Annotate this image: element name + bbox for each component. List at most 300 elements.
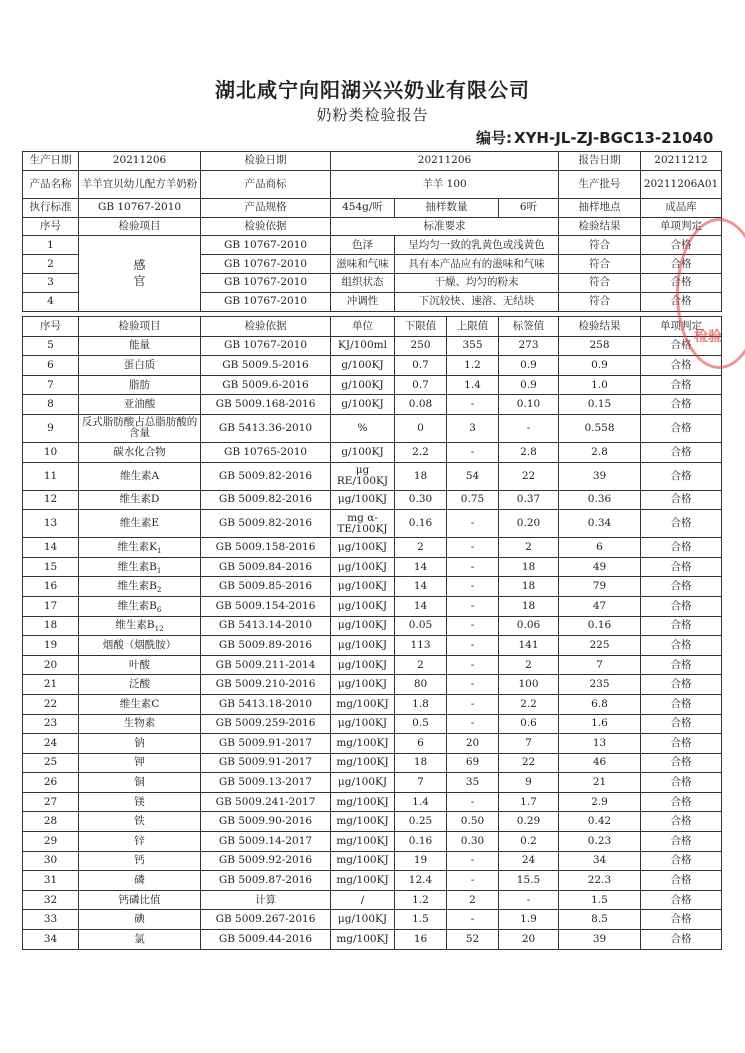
test-item-subscript: 1 xyxy=(156,566,162,575)
verdict: 合格 xyxy=(641,236,722,255)
label-value: 24 xyxy=(499,851,559,871)
verdict: 合格 xyxy=(641,616,722,636)
table-row xyxy=(23,395,722,415)
sensory-item: 组织状态 xyxy=(331,273,395,292)
label-value: 1.9 xyxy=(499,910,559,930)
unit: mg/100KJ xyxy=(331,930,395,950)
report-date: 20211212 xyxy=(641,152,722,171)
table-row xyxy=(23,577,722,597)
row-no: 3 xyxy=(23,273,79,292)
label-value: 0.37 xyxy=(499,490,559,510)
label-value: 0.29 xyxy=(499,812,559,832)
unit: g/100KJ xyxy=(331,375,395,395)
lower-limit: 18 xyxy=(395,753,447,773)
result: 0.9 xyxy=(559,356,641,376)
basis: GB 5009.91-2017 xyxy=(201,734,331,754)
lower-limit: 0.5 xyxy=(395,714,447,734)
upper-limit: - xyxy=(447,557,499,577)
unit: μg/100KJ xyxy=(331,636,395,656)
test-item-text: 维生素K xyxy=(117,540,157,553)
label-value: - xyxy=(499,414,559,442)
result: 0.16 xyxy=(559,616,641,636)
result: 0.36 xyxy=(559,490,641,510)
label-value: 0.06 xyxy=(499,616,559,636)
test-item: 钙磷比值 xyxy=(79,890,201,910)
table-row xyxy=(23,336,722,356)
company-name: 湖北咸宁向阳湖兴兴奶业有限公司 xyxy=(215,78,530,102)
unit: mg/100KJ xyxy=(331,812,395,832)
row-no: 7 xyxy=(23,375,79,395)
table-row xyxy=(23,538,722,558)
test-item-text: 维生素B xyxy=(117,560,157,573)
lower-limit: 7 xyxy=(395,773,447,793)
row-no: 2 xyxy=(23,255,79,274)
row-no: 34 xyxy=(23,930,79,950)
verdict: 合格 xyxy=(641,812,722,832)
result: 2.8 xyxy=(559,442,641,462)
row-no: 27 xyxy=(23,792,79,812)
header-cell: 单位 xyxy=(331,317,395,337)
result: 0.558 xyxy=(559,414,641,442)
basis: GB 5009.91-2017 xyxy=(201,753,331,773)
sensory-item: 色泽 xyxy=(331,236,395,255)
upper-limit: - xyxy=(447,510,499,538)
unit: % xyxy=(331,414,395,442)
unit: μg/100KJ xyxy=(331,596,395,616)
row-no: 15 xyxy=(23,557,79,577)
table-row xyxy=(23,773,722,793)
unit: mg/100KJ xyxy=(331,694,395,714)
result: 符合 xyxy=(559,292,641,311)
header-cell: 单项判定 xyxy=(641,317,722,337)
label-value: 22 xyxy=(499,753,559,773)
sensory-item: 滋味和气味 xyxy=(331,255,395,274)
row-no: 20 xyxy=(23,655,79,675)
label-value: 0.6 xyxy=(499,714,559,734)
basis: GB 5009.89-2016 xyxy=(201,636,331,656)
verdict: 合格 xyxy=(641,442,722,462)
upper-limit: - xyxy=(447,792,499,812)
unit: μg/100KJ xyxy=(331,655,395,675)
info-sensory-table xyxy=(22,151,722,312)
basis: GB 5009.241-2017 xyxy=(201,792,331,812)
row-no: 16 xyxy=(23,577,79,597)
inspection-date-label: 检验日期 xyxy=(201,152,331,171)
verdict: 合格 xyxy=(641,596,722,616)
header-cell: 上限值 xyxy=(447,317,499,337)
upper-limit: 0.30 xyxy=(447,832,499,852)
header-cell: 检验项目 xyxy=(79,317,201,337)
row-no: 6 xyxy=(23,356,79,376)
result: 7 xyxy=(559,655,641,675)
basis: GB 5009.87-2016 xyxy=(201,871,331,891)
header-cell: 检验项目 xyxy=(79,217,201,236)
label-value: 2.8 xyxy=(499,442,559,462)
test-item: 钙 xyxy=(79,851,201,871)
table-row xyxy=(23,636,722,656)
basis: 计算 xyxy=(201,890,331,910)
row-no: 4 xyxy=(23,292,79,311)
tests-table xyxy=(22,316,722,950)
upper-limit: - xyxy=(447,395,499,415)
verdict: 合格 xyxy=(641,734,722,754)
verdict: 合格 xyxy=(641,292,722,311)
upper-limit: 69 xyxy=(447,753,499,773)
basis: GB 5009.259-2016 xyxy=(201,714,331,734)
table-row xyxy=(23,490,722,510)
upper-limit: - xyxy=(447,655,499,675)
row-no: 18 xyxy=(23,616,79,636)
product-name: 羊羊宜贝幼儿配方羊奶粉 xyxy=(79,170,201,198)
table-row xyxy=(23,375,722,395)
header-cell: 序号 xyxy=(23,217,79,236)
upper-limit: 2 xyxy=(447,890,499,910)
result: 符合 xyxy=(559,236,641,255)
test-item: 脂肪 xyxy=(79,375,201,395)
row-no: 23 xyxy=(23,714,79,734)
unit: μg/100KJ xyxy=(331,910,395,930)
label-value: 7 xyxy=(499,734,559,754)
verdict: 合格 xyxy=(641,890,722,910)
result: 2.9 xyxy=(559,792,641,812)
result: 258 xyxy=(559,336,641,356)
basis: GB 10767-2010 xyxy=(201,273,331,292)
test-item: 磷 xyxy=(79,871,201,891)
result: 49 xyxy=(559,557,641,577)
unit: μg/100KJ xyxy=(331,557,395,577)
verdict: 合格 xyxy=(641,255,722,274)
lower-limit: 0.7 xyxy=(395,356,447,376)
test-item xyxy=(79,538,201,558)
table-row xyxy=(23,851,722,871)
upper-limit: 20 xyxy=(447,734,499,754)
basis: GB 5009.14-2017 xyxy=(201,832,331,852)
basis: GB 5009.267-2016 xyxy=(201,910,331,930)
test-item xyxy=(79,596,201,616)
row-no: 11 xyxy=(23,462,79,490)
test-item: 烟酸（烟酰胺） xyxy=(79,636,201,656)
basis: GB 5009.211-2014 xyxy=(201,655,331,675)
unit: g/100KJ xyxy=(331,356,395,376)
unit: μg/100KJ xyxy=(331,577,395,597)
upper-limit: - xyxy=(447,675,499,695)
table-row xyxy=(23,753,722,773)
lower-limit: 1.4 xyxy=(395,792,447,812)
table-row xyxy=(23,890,722,910)
result: 13 xyxy=(559,734,641,754)
test-item: 铁 xyxy=(79,812,201,832)
upper-limit: - xyxy=(447,616,499,636)
lower-limit: 0 xyxy=(395,414,447,442)
row-no: 14 xyxy=(23,538,79,558)
upper-limit: - xyxy=(447,871,499,891)
unit: mg/100KJ xyxy=(331,734,395,754)
verdict: 合格 xyxy=(641,538,722,558)
basis: GB 5413.18-2010 xyxy=(201,694,331,714)
result: 79 xyxy=(559,577,641,597)
header-cell: 下限值 xyxy=(395,317,447,337)
sample-qty-label: 抽样数量 xyxy=(395,198,499,217)
label-value: 0.10 xyxy=(499,395,559,415)
unit: KJ/100ml xyxy=(331,336,395,356)
label-value: 9 xyxy=(499,773,559,793)
info-row-standard xyxy=(23,198,722,217)
verdict: 合格 xyxy=(641,356,722,376)
label-value: 18 xyxy=(499,596,559,616)
report-subtitle: 奶粉类检验报告 xyxy=(316,106,429,124)
result: 符合 xyxy=(559,273,641,292)
table-row xyxy=(23,616,722,636)
table-row xyxy=(23,510,722,538)
basis: GB 5009.84-2016 xyxy=(201,557,331,577)
unit: μg/100KJ xyxy=(331,538,395,558)
report-date-label: 报告日期 xyxy=(559,152,641,171)
verdict: 合格 xyxy=(641,577,722,597)
row-no: 32 xyxy=(23,890,79,910)
unit: mg/100KJ xyxy=(331,871,395,891)
unit: g/100KJ xyxy=(331,395,395,415)
test-item: 钠 xyxy=(79,734,201,754)
basis: GB 5009.210-2016 xyxy=(201,675,331,695)
label-value: 2 xyxy=(499,655,559,675)
label-value: 22 xyxy=(499,462,559,490)
header-cell: 序号 xyxy=(23,317,79,337)
unit: μg/100KJ xyxy=(331,490,395,510)
row-no: 13 xyxy=(23,510,79,538)
verdict: 合格 xyxy=(641,414,722,442)
lower-limit: 12.4 xyxy=(395,871,447,891)
label-value: 2 xyxy=(499,538,559,558)
verdict: 合格 xyxy=(641,636,722,656)
verdict: 合格 xyxy=(641,910,722,930)
row-no: 19 xyxy=(23,636,79,656)
basis: GB 10765-2010 xyxy=(201,442,331,462)
result: 1.0 xyxy=(559,375,641,395)
label-value: 0.9 xyxy=(499,375,559,395)
result: 21 xyxy=(559,773,641,793)
result: 22.3 xyxy=(559,871,641,891)
unit: μg/100KJ xyxy=(331,616,395,636)
unit: mg/100KJ xyxy=(331,832,395,852)
test-item: 维生素D xyxy=(79,490,201,510)
row-no: 8 xyxy=(23,395,79,415)
lower-limit: 2 xyxy=(395,538,447,558)
upper-limit: - xyxy=(447,577,499,597)
row-no: 9 xyxy=(23,414,79,442)
upper-limit: 3 xyxy=(447,414,499,442)
table-row xyxy=(23,871,722,891)
sensory-row xyxy=(23,236,722,255)
verdict: 合格 xyxy=(641,462,722,490)
tests-header-row xyxy=(23,317,722,337)
test-item: 锌 xyxy=(79,832,201,852)
standard: GB 10767-2010 xyxy=(79,198,201,217)
upper-limit: 1.4 xyxy=(447,375,499,395)
verdict: 合格 xyxy=(641,490,722,510)
table-row xyxy=(23,930,722,950)
test-item: 碘 xyxy=(79,910,201,930)
basis: GB 10767-2010 xyxy=(201,292,331,311)
lower-limit: 2 xyxy=(395,655,447,675)
test-item: 维生素A xyxy=(79,462,201,490)
result: 34 xyxy=(559,851,641,871)
lower-limit: 1.8 xyxy=(395,694,447,714)
verdict: 合格 xyxy=(641,832,722,852)
basis: GB 5009.82-2016 xyxy=(201,462,331,490)
verdict: 合格 xyxy=(641,930,722,950)
test-item-text: 维生素B xyxy=(117,580,157,593)
result: 39 xyxy=(559,462,641,490)
label-value: - xyxy=(499,890,559,910)
table-row xyxy=(23,910,722,930)
verdict: 合格 xyxy=(641,510,722,538)
result: 0.23 xyxy=(559,832,641,852)
report-number xyxy=(476,127,713,148)
table-row xyxy=(23,675,722,695)
lower-limit: 113 xyxy=(395,636,447,656)
label-value: 273 xyxy=(499,336,559,356)
table-row xyxy=(23,812,722,832)
test-item-subscript: 1 xyxy=(156,547,162,556)
label-value: 0.20 xyxy=(499,510,559,538)
verdict: 合格 xyxy=(641,273,722,292)
basis: GB 5009.158-2016 xyxy=(201,538,331,558)
lower-limit: 1.5 xyxy=(395,910,447,930)
verdict: 合格 xyxy=(641,753,722,773)
result: 47 xyxy=(559,596,641,616)
verdict: 合格 xyxy=(641,851,722,871)
upper-limit: - xyxy=(447,636,499,656)
label-value: 18 xyxy=(499,557,559,577)
table-row xyxy=(23,734,722,754)
lower-limit: 0.25 xyxy=(395,812,447,832)
unit: g/100KJ xyxy=(331,442,395,462)
basis: GB 5009.90-2016 xyxy=(201,812,331,832)
verdict: 合格 xyxy=(641,871,722,891)
test-item: 维生素E xyxy=(79,510,201,538)
basis: GB 5009.5-2016 xyxy=(201,356,331,376)
test-item xyxy=(79,577,201,597)
test-item-subscript: 2 xyxy=(156,586,162,595)
row-no: 25 xyxy=(23,753,79,773)
brand-label: 产品商标 xyxy=(201,170,331,198)
header-cell: 标签值 xyxy=(499,317,559,337)
result: 235 xyxy=(559,675,641,695)
row-no: 30 xyxy=(23,851,79,871)
sample-place-label: 抽样地点 xyxy=(559,198,641,217)
basis: GB 5413.14-2010 xyxy=(201,616,331,636)
upper-limit: - xyxy=(447,714,499,734)
row-no: 1 xyxy=(23,236,79,255)
header-cell: 标准要求 xyxy=(331,217,559,236)
upper-limit: - xyxy=(447,596,499,616)
table-row xyxy=(23,462,722,490)
result: 0.15 xyxy=(559,395,641,415)
row-no: 22 xyxy=(23,694,79,714)
verdict: 合格 xyxy=(641,375,722,395)
test-item: 能量 xyxy=(79,336,201,356)
label-value: 20 xyxy=(499,930,559,950)
verdict: 合格 xyxy=(641,395,722,415)
basis: GB 10767-2010 xyxy=(201,336,331,356)
result: 46 xyxy=(559,753,641,773)
table-row xyxy=(23,714,722,734)
label-value: 100 xyxy=(499,675,559,695)
test-item: 氯 xyxy=(79,930,201,950)
batch-label: 生产批号 xyxy=(559,170,641,198)
upper-limit: 0.50 xyxy=(447,812,499,832)
lower-limit: 14 xyxy=(395,596,447,616)
sensory-group-label: 感 官 xyxy=(79,236,201,311)
lower-limit: 250 xyxy=(395,336,447,356)
verdict: 合格 xyxy=(641,714,722,734)
basis: GB 5009.6-2016 xyxy=(201,375,331,395)
table-row xyxy=(23,356,722,376)
upper-limit: 52 xyxy=(447,930,499,950)
row-no: 10 xyxy=(23,442,79,462)
lower-limit: 0.16 xyxy=(395,832,447,852)
header-cell: 检验结果 xyxy=(559,217,641,236)
label-value: 0.2 xyxy=(499,832,559,852)
label-value: 1.7 xyxy=(499,792,559,812)
basis: GB 5009.13-2017 xyxy=(201,773,331,793)
table-row xyxy=(23,557,722,577)
sample-qty: 6听 xyxy=(499,198,559,217)
basis: GB 5009.82-2016 xyxy=(201,510,331,538)
verdict: 合格 xyxy=(641,792,722,812)
basis: GB 5009.154-2016 xyxy=(201,596,331,616)
requirement: 具有本产品应有的滋味和气味 xyxy=(395,255,559,274)
test-item-text: 维生素B xyxy=(115,619,155,632)
unit: μg/100KJ xyxy=(331,773,395,793)
upper-limit: - xyxy=(447,910,499,930)
result: 0.42 xyxy=(559,812,641,832)
row-no: 21 xyxy=(23,675,79,695)
lower-limit: 0.30 xyxy=(395,490,447,510)
row-no: 12 xyxy=(23,490,79,510)
table-row xyxy=(23,832,722,852)
test-item-subscript: 6 xyxy=(156,605,162,614)
result: 225 xyxy=(559,636,641,656)
lower-limit: 0.16 xyxy=(395,510,447,538)
test-item: 反式脂肪酸占总脂肪酸的含量 xyxy=(79,414,201,442)
lower-limit: 0.08 xyxy=(395,395,447,415)
standard-label: 执行标准 xyxy=(23,198,79,217)
info-row-product xyxy=(23,170,722,198)
sample-place: 成品库 xyxy=(641,198,722,217)
verdict: 合格 xyxy=(641,675,722,695)
lower-limit: 18 xyxy=(395,462,447,490)
upper-limit: 1.2 xyxy=(447,356,499,376)
requirement: 下沉较快、速溶、无结块 xyxy=(395,292,559,311)
result: 1.5 xyxy=(559,890,641,910)
spec: 454g/听 xyxy=(331,198,395,217)
header-cell: 单项判定 xyxy=(641,217,722,236)
table-row xyxy=(23,655,722,675)
table-row xyxy=(23,694,722,714)
row-no: 31 xyxy=(23,871,79,891)
row-no: 28 xyxy=(23,812,79,832)
requirement: 呈均匀一致的乳黄色或浅黄色 xyxy=(395,236,559,255)
basis: GB 5009.92-2016 xyxy=(201,851,331,871)
test-item: 碳水化合物 xyxy=(79,442,201,462)
brand: 羊羊 100 xyxy=(331,170,559,198)
lower-limit: 1.2 xyxy=(395,890,447,910)
inspection-date: 20211206 xyxy=(331,152,559,171)
test-item xyxy=(79,557,201,577)
unit: mg/100KJ xyxy=(331,851,395,871)
lower-limit: 0.7 xyxy=(395,375,447,395)
